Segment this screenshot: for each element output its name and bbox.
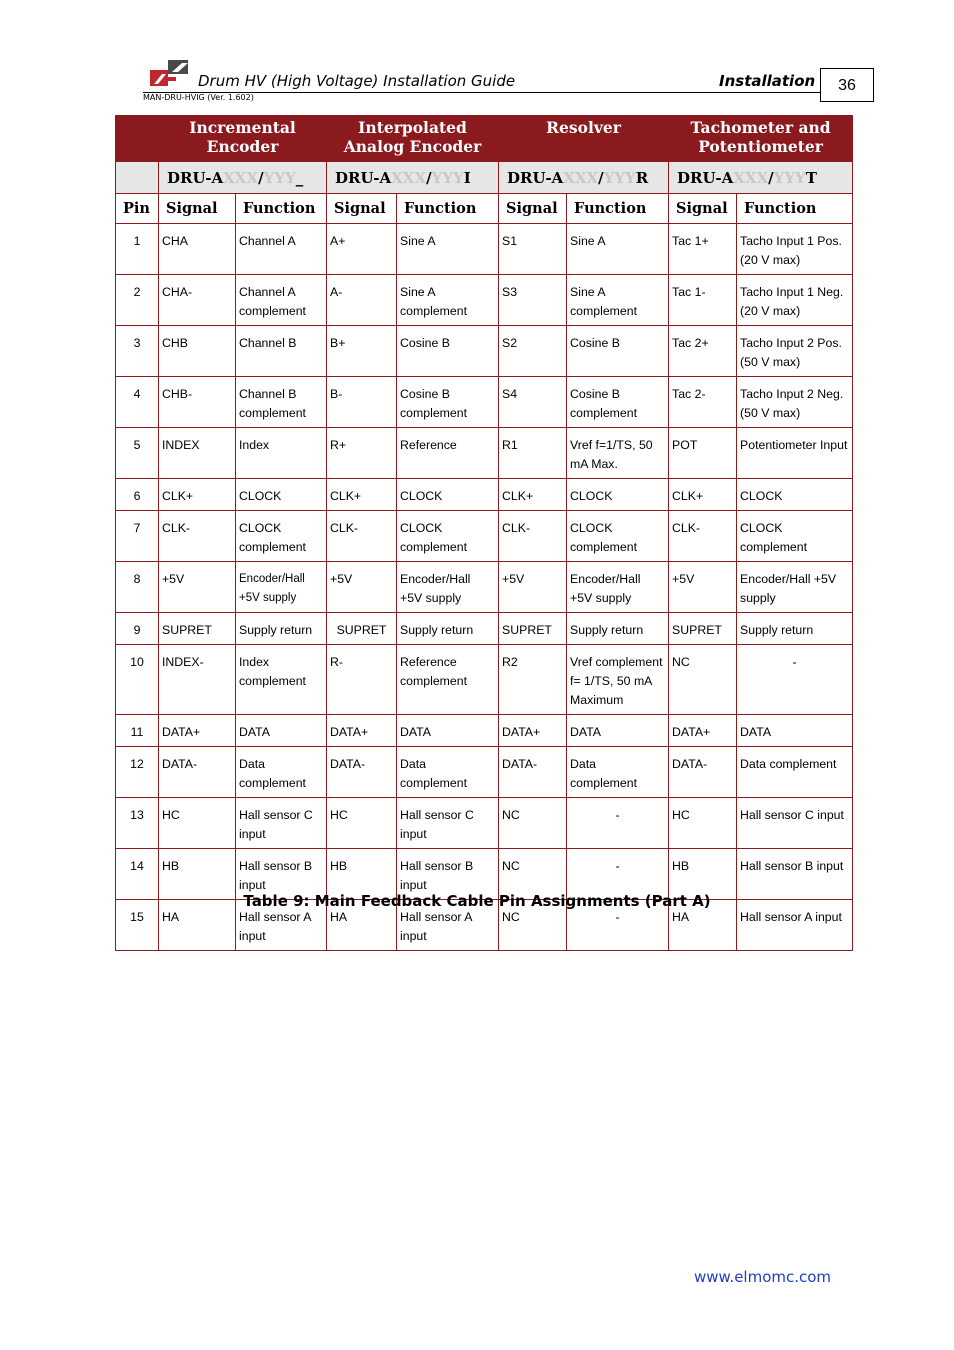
- document-title: Drum HV (High Voltage) Installation Guide: [198, 72, 516, 90]
- function-cell: Tacho Input 2 Neg. (50 V max): [737, 377, 853, 428]
- function-cell: CLOCK complement: [567, 511, 669, 562]
- function-cell: CLOCK complement: [737, 511, 853, 562]
- signal-cell: DATA-: [669, 747, 737, 798]
- table-row: [116, 645, 853, 715]
- column-header: Function: [567, 194, 669, 224]
- signal-cell: S4: [499, 377, 567, 428]
- function-cell: Encoder/Hall +5V supply: [236, 562, 327, 613]
- function-cell: Sine A complement: [567, 275, 669, 326]
- column-header: Function: [397, 194, 499, 224]
- signal-cell: POT: [669, 428, 737, 479]
- function-cell: Hall sensor B input: [236, 849, 327, 900]
- signal-cell: HA: [159, 900, 236, 951]
- table-row: [116, 562, 853, 613]
- signal-cell: B+: [327, 326, 397, 377]
- table-row: [116, 326, 853, 377]
- signal-cell: DATA-: [159, 747, 236, 798]
- feedback-type-header-row: [116, 116, 853, 162]
- signal-cell: SUPRET: [499, 613, 567, 645]
- signal-cell: HB: [159, 849, 236, 900]
- function-cell: CLOCK: [567, 479, 669, 511]
- signal-cell: R+: [327, 428, 397, 479]
- group-resolver: Resolver: [499, 116, 669, 162]
- signal-cell: S1: [499, 224, 567, 275]
- pin-number-cell: 14: [116, 849, 159, 900]
- signal-cell: CLK-: [499, 511, 567, 562]
- column-header: Signal: [327, 194, 397, 224]
- function-cell: Encoder/Hall +5V supply: [567, 562, 669, 613]
- function-cell: Hall sensor A input: [236, 900, 327, 951]
- function-cell: Supply return: [236, 613, 327, 645]
- function-cell: Hall sensor B input: [737, 849, 853, 900]
- pin-number-cell: 1: [116, 224, 159, 275]
- function-cell: Channel A complement: [236, 275, 327, 326]
- signal-cell: NC: [669, 645, 737, 715]
- table-row: [116, 377, 853, 428]
- signal-cell: +5V: [499, 562, 567, 613]
- table-caption: Table 9: Main Feedback Cable Pin Assignments (Part A): [243, 892, 711, 910]
- footer-website-link[interactable]: www.elmomc.com: [694, 1268, 832, 1286]
- pin-number-cell: 6: [116, 479, 159, 511]
- pin-number-cell: 12: [116, 747, 159, 798]
- signal-cell: INDEX-: [159, 645, 236, 715]
- function-cell: -: [737, 645, 853, 715]
- model-tachometer: DRU-AXXX/YYYT: [669, 162, 853, 194]
- function-cell: Hall sensor A input: [737, 900, 853, 951]
- group-tachometer-potentiometer: Tachometer and Potentiometer: [669, 116, 853, 162]
- function-cell: CLOCK: [236, 479, 327, 511]
- function-cell: Cosine B complement: [397, 377, 499, 428]
- function-cell: Hall sensor A input: [397, 900, 499, 951]
- function-cell: Data complement: [236, 747, 327, 798]
- column-header: Signal: [499, 194, 567, 224]
- function-cell: CLOCK: [397, 479, 499, 511]
- signal-cell: DATA-: [327, 747, 397, 798]
- signal-cell: SUPRET: [327, 613, 397, 645]
- function-cell: Hall sensor B input: [397, 849, 499, 900]
- function-cell: Cosine B: [397, 326, 499, 377]
- function-cell: Supply return: [567, 613, 669, 645]
- signal-cell: CLK+: [327, 479, 397, 511]
- function-cell: Sine A complement: [397, 275, 499, 326]
- function-cell: DATA: [397, 715, 499, 747]
- pin-number-cell: 10: [116, 645, 159, 715]
- signal-cell: +5V: [327, 562, 397, 613]
- document-code: MAN-DRU-HVIG (Ver. 1.602): [143, 93, 254, 102]
- pin-assignment-table: [115, 115, 853, 951]
- function-cell: Hall sensor C input: [397, 798, 499, 849]
- signal-cell: CLK+: [159, 479, 236, 511]
- pin-number-cell: 7: [116, 511, 159, 562]
- section-name: Installation: [719, 72, 816, 90]
- pin-number-cell: 8: [116, 562, 159, 613]
- signal-cell: DATA+: [669, 715, 737, 747]
- signal-cell: CLK+: [499, 479, 567, 511]
- function-cell: -: [567, 798, 669, 849]
- function-cell: Cosine B complement: [567, 377, 669, 428]
- signal-cell: HC: [159, 798, 236, 849]
- column-header-row: [116, 194, 853, 224]
- table-row: [116, 275, 853, 326]
- signal-cell: CLK+: [669, 479, 737, 511]
- signal-cell: NC: [499, 900, 567, 951]
- table-row: [116, 428, 853, 479]
- signal-cell: Tac 2-: [669, 377, 737, 428]
- signal-cell: R2: [499, 645, 567, 715]
- function-cell: Channel B complement: [236, 377, 327, 428]
- pin-number-cell: 13: [116, 798, 159, 849]
- signal-cell: Tac 2+: [669, 326, 737, 377]
- elmo-logo: [148, 58, 190, 88]
- signal-cell: A-: [327, 275, 397, 326]
- pin-number-cell: 11: [116, 715, 159, 747]
- function-cell: Encoder/Hall +5V supply: [737, 562, 853, 613]
- pin-number-cell: 2: [116, 275, 159, 326]
- function-cell: Index: [236, 428, 327, 479]
- signal-cell: R-: [327, 645, 397, 715]
- column-header: Pin: [116, 194, 159, 224]
- function-cell: Tacho Input 1 Neg. (20 V max): [737, 275, 853, 326]
- signal-cell: +5V: [159, 562, 236, 613]
- signal-cell: CHA: [159, 224, 236, 275]
- function-cell: Channel B: [236, 326, 327, 377]
- function-cell: CLOCK complement: [397, 511, 499, 562]
- column-header: Signal: [159, 194, 236, 224]
- model-resolver: DRU-AXXX/YYYR: [499, 162, 669, 194]
- signal-cell: CHB: [159, 326, 236, 377]
- column-header: Function: [737, 194, 853, 224]
- function-cell: Channel A: [236, 224, 327, 275]
- function-cell: Supply return: [737, 613, 853, 645]
- pin-number-cell: 9: [116, 613, 159, 645]
- signal-cell: CHA-: [159, 275, 236, 326]
- pin-number-cell: 4: [116, 377, 159, 428]
- group-incremental-encoder: Incremental Encoder: [159, 116, 327, 162]
- function-cell: Hall sensor C input: [236, 798, 327, 849]
- pin-number-cell: 5: [116, 428, 159, 479]
- table-row: [116, 715, 853, 747]
- signal-cell: A+: [327, 224, 397, 275]
- function-cell: DATA: [737, 715, 853, 747]
- function-cell: Sine A: [567, 224, 669, 275]
- function-cell: Hall sensor C input: [737, 798, 853, 849]
- function-cell: Index complement: [236, 645, 327, 715]
- signal-cell: HC: [327, 798, 397, 849]
- function-cell: Tacho Input 1 Pos. (20 V max): [737, 224, 853, 275]
- function-cell: Reference: [397, 428, 499, 479]
- signal-cell: CLK-: [159, 511, 236, 562]
- model-incremental: DRU-AXXX/YYY_: [159, 162, 327, 194]
- function-cell: Tacho Input 2 Pos. (50 V max): [737, 326, 853, 377]
- signal-cell: B-: [327, 377, 397, 428]
- function-cell: Data complement: [567, 747, 669, 798]
- signal-cell: DATA-: [499, 747, 567, 798]
- signal-cell: HA: [669, 900, 737, 951]
- signal-cell: HA: [327, 900, 397, 951]
- signal-cell: Tac 1-: [669, 275, 737, 326]
- function-cell: CLOCK: [737, 479, 853, 511]
- signal-cell: CLK-: [669, 511, 737, 562]
- function-cell: Vref complement f= 1/TS, 50 mA Maximum: [567, 645, 669, 715]
- table-row: [116, 613, 853, 645]
- function-cell: Sine A: [397, 224, 499, 275]
- function-cell: Supply return: [397, 613, 499, 645]
- table-row: [116, 224, 853, 275]
- signal-cell: +5V: [669, 562, 737, 613]
- signal-cell: R1: [499, 428, 567, 479]
- signal-cell: SUPRET: [669, 613, 737, 645]
- table-row: [116, 747, 853, 798]
- function-cell: DATA: [236, 715, 327, 747]
- function-cell: Data complement: [737, 747, 853, 798]
- signal-cell: CLK-: [327, 511, 397, 562]
- function-cell: DATA: [567, 715, 669, 747]
- function-cell: CLOCK complement: [236, 511, 327, 562]
- function-cell: Data complement: [397, 747, 499, 798]
- signal-cell: CHB-: [159, 377, 236, 428]
- signal-cell: Tac 1+: [669, 224, 737, 275]
- function-cell: -: [567, 900, 669, 951]
- function-cell: Encoder/Hall +5V supply: [397, 562, 499, 613]
- table-row: [116, 798, 853, 849]
- group-interpolated-analog-encoder: Interpolated Analog Encoder: [327, 116, 499, 162]
- signal-cell: HB: [327, 849, 397, 900]
- function-cell: Cosine B: [567, 326, 669, 377]
- column-header: Function: [236, 194, 327, 224]
- signal-cell: S3: [499, 275, 567, 326]
- page-number: 36: [820, 68, 874, 102]
- signal-cell: DATA+: [499, 715, 567, 747]
- signal-cell: NC: [499, 798, 567, 849]
- signal-cell: SUPRET: [159, 613, 236, 645]
- pin-number-cell: 3: [116, 326, 159, 377]
- column-header: Signal: [669, 194, 737, 224]
- function-cell: -: [567, 849, 669, 900]
- pin-number-cell: 15: [116, 900, 159, 951]
- table-row: [116, 479, 853, 511]
- signal-cell: S2: [499, 326, 567, 377]
- signal-cell: NC: [499, 849, 567, 900]
- model-interpolated: DRU-AXXX/YYYI: [327, 162, 499, 194]
- signal-cell: DATA+: [327, 715, 397, 747]
- table-row: [116, 511, 853, 562]
- function-cell: Reference complement: [397, 645, 499, 715]
- signal-cell: INDEX: [159, 428, 236, 479]
- model-number-row: [116, 162, 853, 194]
- signal-cell: DATA+: [159, 715, 236, 747]
- signal-cell: HB: [669, 849, 737, 900]
- function-cell: Potentiometer Input: [737, 428, 853, 479]
- signal-cell: HC: [669, 798, 737, 849]
- function-cell: Vref f=1/TS, 50 mA Max.: [567, 428, 669, 479]
